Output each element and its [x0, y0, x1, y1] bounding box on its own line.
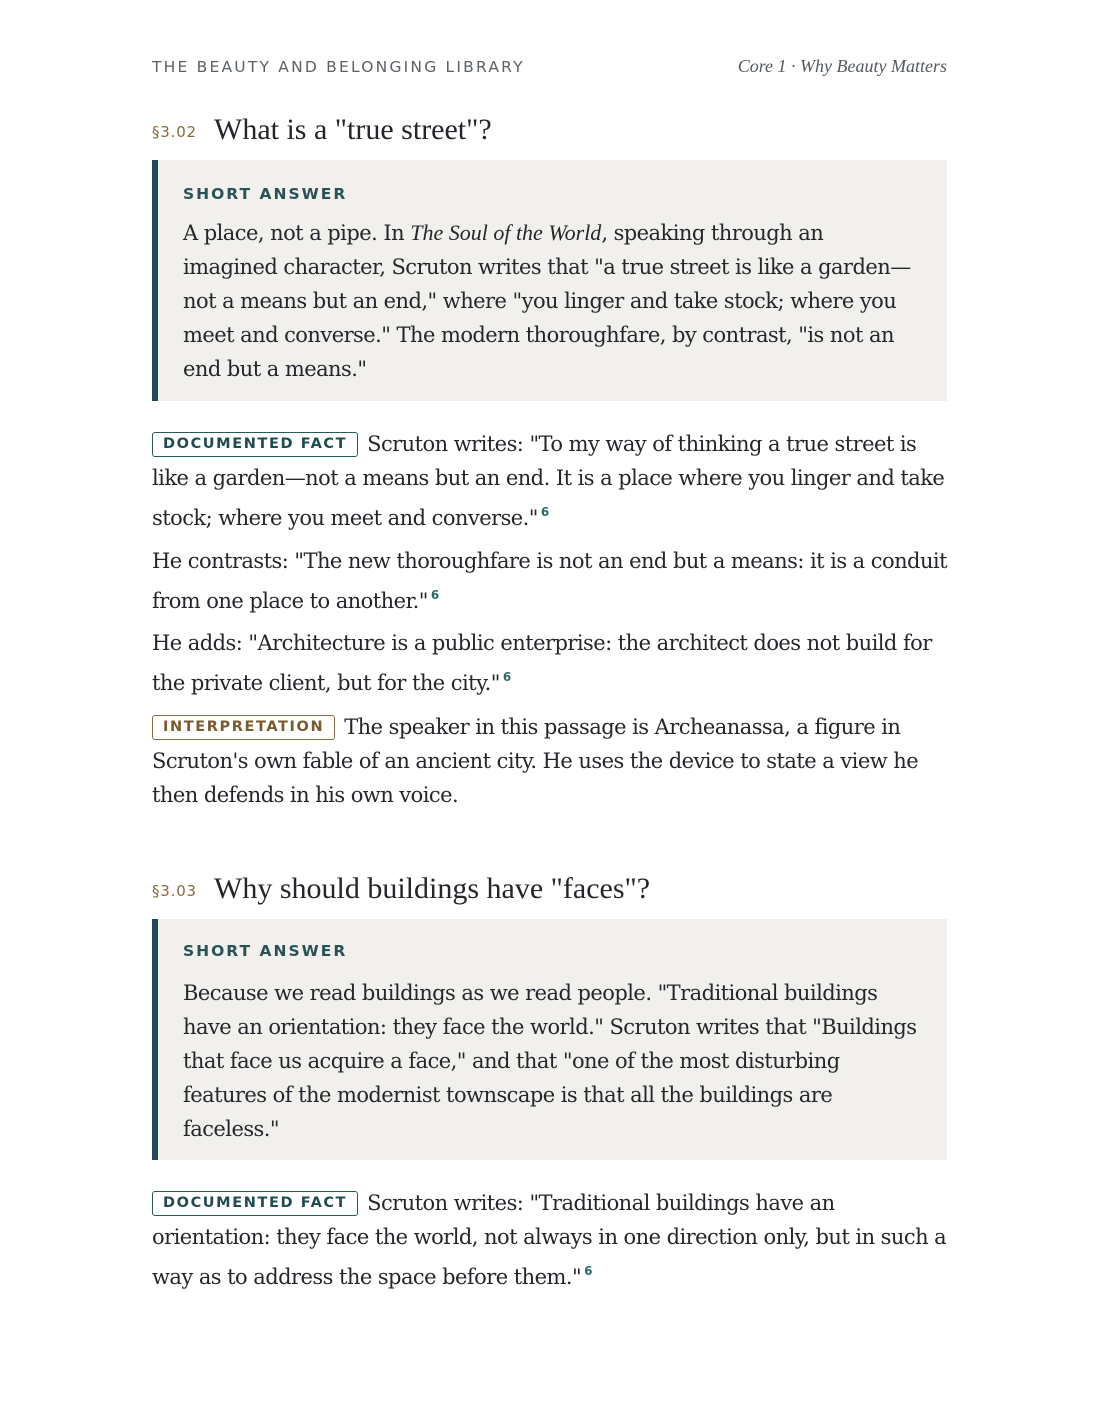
section-number: §3.02 [152, 123, 197, 141]
short-answer-label: SHORT ANSWER [183, 185, 348, 203]
documented-fact-tag: DOCUMENTED FACT [152, 432, 358, 457]
short-answer-text-part: Because we read buildings as we read people. "Traditional buildings have an orientation: they face the world." Scruton writes that "Buildings that face us acquire a face," and that "one of the most disturbing features of the modernist townscape is that all the buildings are faceless." [183, 981, 917, 1141]
paragraph [152, 626, 947, 700]
section-number: §3.03 [152, 882, 197, 900]
short-answer-text [183, 216, 923, 386]
section-3-03 [152, 871, 947, 1289]
footnote-ref[interactable]: 6 [540, 505, 550, 519]
section-3-02 [152, 112, 947, 807]
running-head [152, 56, 947, 80]
paragraph [152, 544, 947, 618]
footnote-ref[interactable]: 6 [502, 670, 512, 684]
short-answer-text-part: , speaking through an imagined character, Scruton writes that "a true street is like a garden—not a means but an end," where "you linger and take stock; where you meet and converse." The modern thoroughfare, by contrast, "is not an end but a means." [183, 221, 911, 381]
work-title: The Soul of the World [410, 220, 602, 245]
interpretation-tag: INTERPRETATION [152, 715, 335, 740]
footnote-ref[interactable]: 6 [584, 1264, 593, 1278]
footnote-ref[interactable]: 6 [430, 588, 440, 602]
short-answer-label: SHORT ANSWER [183, 942, 348, 960]
section-heading [152, 871, 947, 911]
short-answer-box [152, 919, 947, 1160]
paragraph-text: The speaker in this passage is Archeanassa, a figure in Scruton's own fable of an ancient city. He uses the device to state a view he then defends in his own voice. [152, 715, 919, 807]
short-answer-box [152, 160, 947, 401]
paragraph-text: He contrasts: "The new thoroughfare is not an end but a means: it is a conduit from one place to another." [152, 549, 947, 613]
chapter-name: Core 1 · Why Beauty Matters [737, 56, 947, 76]
section-heading [152, 112, 947, 152]
library-name: THE BEAUTY AND BELONGING LIBRARY [152, 58, 525, 76]
paragraph [152, 710, 947, 812]
section-title: What is a "true street"? [214, 113, 492, 146]
documented-fact-tag: DOCUMENTED FACT [152, 1191, 358, 1216]
section-title: Why should buildings have "faces"? [214, 872, 651, 905]
paragraph-text: Scruton writes: "Traditional buildings have an orientation: they face the world, not always in one direction only, but in such a way as to address the space before them." [152, 1191, 947, 1289]
short-answer-text [183, 976, 923, 1146]
paragraph-text: Scruton writes: "To my way of thinking a true street is like a garden—not a means but an end. It is a place where you linger and take stock; where you meet and converse." [152, 432, 945, 530]
paragraph [152, 427, 947, 535]
paragraph-text: He adds: "Architecture is a public enterprise: the architect does not build for the private client, but for the city." [152, 631, 932, 695]
paragraph [152, 1186, 947, 1294]
short-answer-text-part: A place, not a pipe. In [183, 221, 411, 245]
